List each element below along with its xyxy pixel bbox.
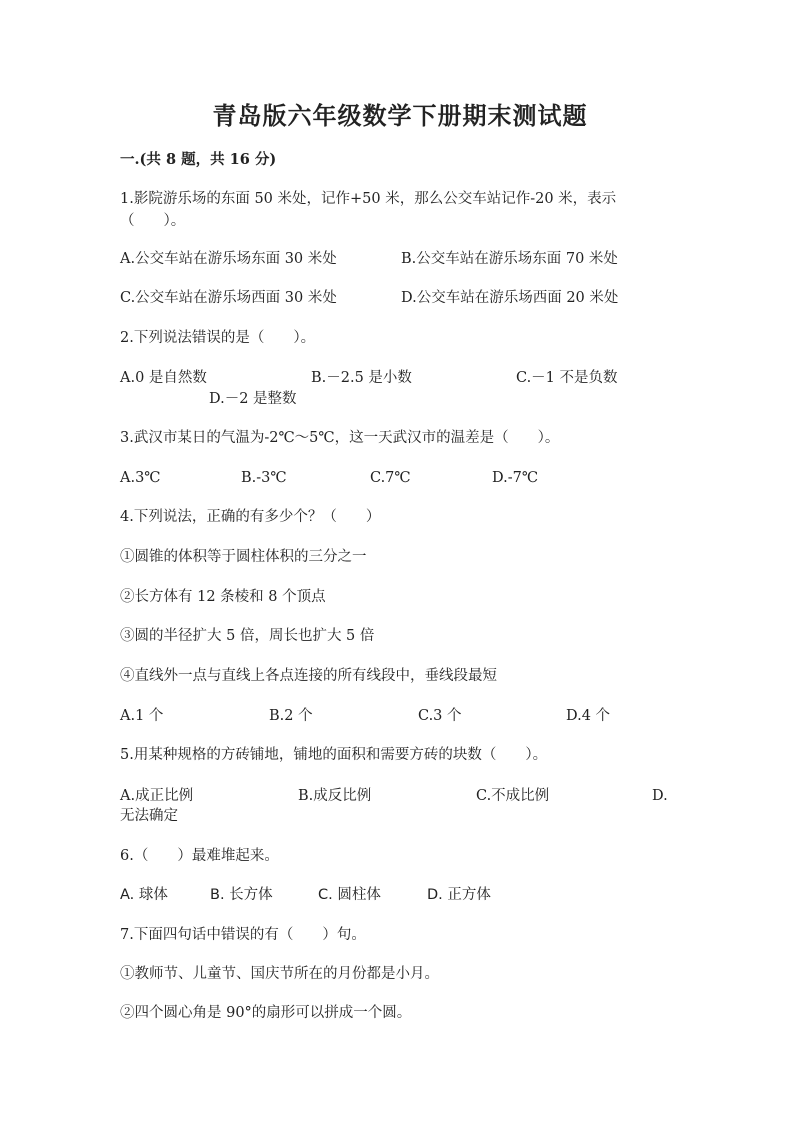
question-6-option-c: C. 圆柱体: [318, 887, 381, 903]
question-1-option-d: D.公交车站在游乐场西面 20 米处: [401, 290, 619, 306]
question-4-statement-2: ②长方体有 12 条棱和 8 个顶点: [120, 589, 326, 605]
question-3-option-a: A.3℃: [120, 470, 161, 486]
question-1-option-a: A.公交车站在游乐场东面 30 米处: [120, 251, 337, 267]
question-7-statement-1: ①教师节、儿童节、国庆节所在的月份都是小月。: [120, 966, 439, 982]
question-4-option-a: A.1 个: [120, 708, 164, 724]
question-4-statement-3: ③圆的半径扩大 5 倍，周长也扩大 5 倍: [120, 628, 375, 644]
question-7-stem: 7.下面四句话中错误的有（ ）句。: [120, 927, 366, 943]
question-5-stem: 5.用某种规格的方砖铺地，铺地的面积和需要方砖的块数（ ）。: [120, 747, 548, 763]
page-title: 青岛版六年级数学下册期末测试题: [212, 101, 588, 130]
question-6-stem: 6.（ ）最难堆起来。: [120, 848, 279, 864]
question-4-stem: 4.下列说法，正确的有多少个？（ ）: [120, 509, 381, 525]
question-2-option-b: B.－2.5 是小数: [311, 370, 412, 386]
question-2-option-a: A.0 是自然数: [120, 370, 207, 386]
question-1-stem-cont: （ ）。: [120, 213, 186, 229]
question-4-option-d: D.4 个: [566, 708, 611, 724]
question-4-option-c: C.3 个: [418, 708, 462, 724]
question-2-option-d: D.－2 是整数: [209, 391, 297, 407]
question-4-statement-4: ④直线外一点与直线上各点连接的所有线段中，垂线段最短: [120, 668, 497, 684]
question-2-option-c: C.－1 不是负数: [516, 370, 618, 386]
question-6-option-b: B. 长方体: [210, 887, 273, 903]
question-5-option-d: D.: [652, 788, 668, 804]
question-3-option-c: C.7℃: [370, 470, 411, 486]
question-5-option-a: A.成正比例: [120, 788, 194, 804]
question-3-option-b: B.-3℃: [241, 470, 287, 486]
question-1-option-c: C.公交车站在游乐场西面 30 米处: [120, 290, 337, 306]
question-5-option-b: B.成反比例: [298, 788, 372, 804]
question-7-statement-2: ②四个圆心角是 90°的扇形可以拼成一个圆。: [120, 1005, 412, 1021]
question-1-option-b: B.公交车站在游乐场东面 70 米处: [401, 251, 618, 267]
question-6-option-d: D. 正方体: [427, 887, 491, 903]
question-4-option-b: B.2 个: [269, 708, 313, 724]
question-3-option-d: D.-7℃: [492, 470, 539, 486]
question-6-option-a: A. 球体: [120, 887, 168, 903]
question-1-stem: 1.影院游乐场的东面 50 米处，记作+50 米，那么公交车站记作-20 米，表示: [120, 191, 617, 207]
question-2-stem: 2.下列说法错误的是（ ）。: [120, 330, 316, 346]
question-3-stem: 3.武汉市某日的气温为-2℃～5℃，这一天武汉市的温差是（ ）。: [120, 430, 560, 446]
question-4-statement-1: ①圆锥的体积等于圆柱体积的三分之一: [120, 549, 367, 565]
question-5-option-d-text: 无法确定: [120, 808, 178, 824]
section-heading: 一.(共 8 题，共 16 分): [120, 151, 277, 168]
question-5-option-c: C.不成比例: [476, 788, 550, 804]
